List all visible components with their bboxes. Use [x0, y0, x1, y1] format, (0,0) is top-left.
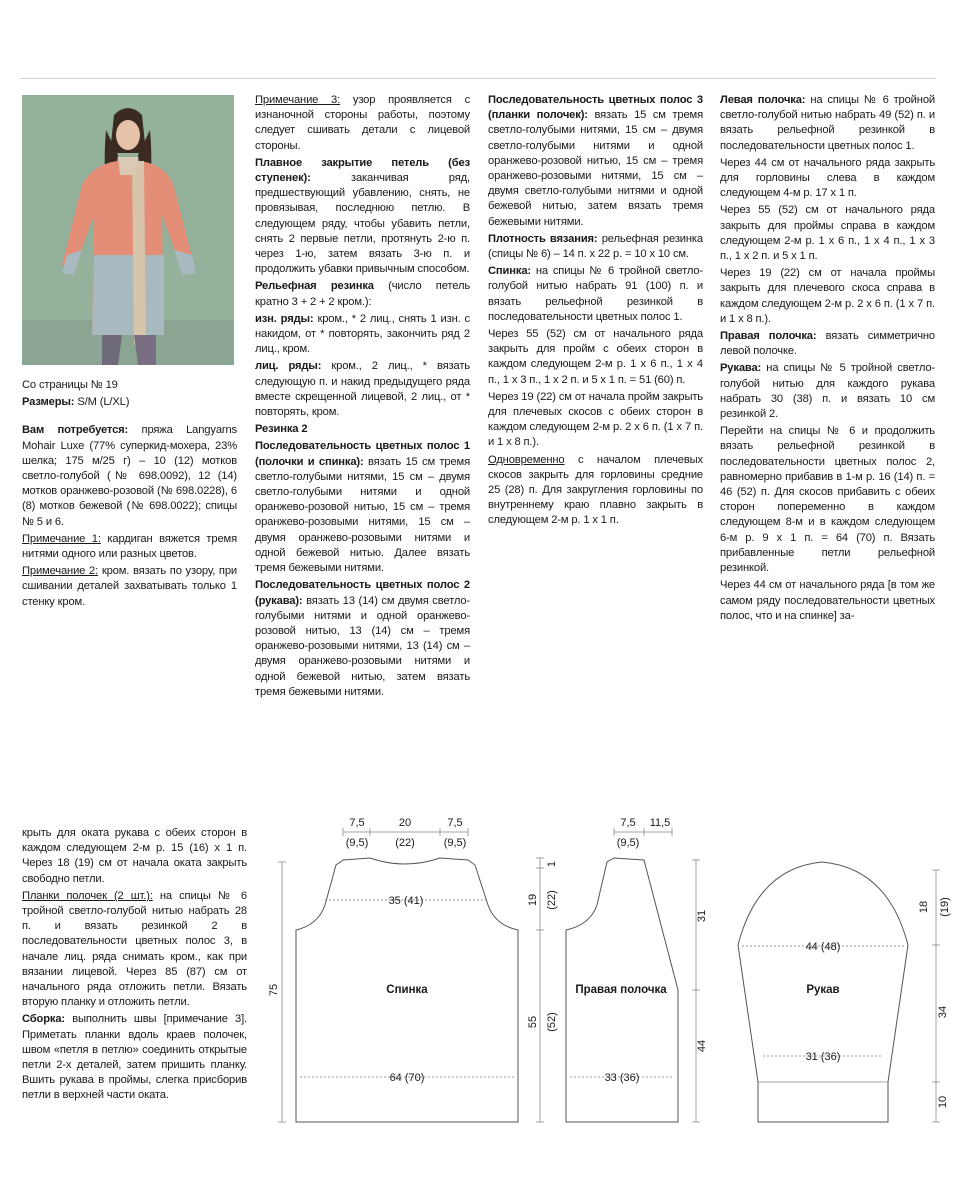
front-width-label: 33 (36) [604, 1072, 640, 1084]
back-neck-large-label: (22) [395, 837, 415, 849]
back-lower-height-label: 55 [527, 1015, 539, 1029]
materials-paragraph: Вам потребуется: пряжа Langyarns Mohair Luxe (77% суперкид-мохера, 23% шелка; 175 м/25 г) – 10 (12) мотков светло-голубой (№ 698.0092), 12 (14) мотков оранжево-розовой (№ 698.0228), 6 (8) мотков бежевой (№ 698.0022); спицы № 5 и 6. [22, 424, 237, 528]
back-shoulder-slope-label: 1 [546, 860, 558, 868]
back-shoulder-left-label: 7,5 [349, 817, 365, 829]
rib-ws-rows: изн. ряды: кром., * 2 лиц., снять 1 изн. с накидом, от * повторять, закончить ряд 2 лиц., кром. [255, 312, 470, 356]
front-lower-height-label: 44 [696, 1039, 708, 1053]
note-2: Примечание 2: кром. вязать по узору, при сшивании деталей захватывать только 1 стенку кром. [22, 565, 237, 608]
back-lower-height-large-label: (52) [546, 1012, 558, 1032]
back-height-label: 75 [268, 983, 280, 997]
back-width-label: 64 (70) [389, 1072, 425, 1084]
note-3: Примечание 3: узор проявляется с изнаночной стороны работы, поэтому следует сшивать детали с лицевой стороны. [255, 94, 471, 152]
sleeve-upper-width-label: 44 (48) [805, 941, 841, 953]
sleeve-lower-width-label: 31 (36) [805, 1051, 841, 1063]
front-shoulder-large-label: (9,5) [616, 837, 640, 849]
sleeve-title: Рукав [806, 984, 840, 996]
back-title: Спинка [386, 984, 428, 996]
back-armhole-height-label: 19 [527, 893, 539, 907]
front-upper-height-label: 31 [696, 909, 708, 923]
assembly: Сборка: выполнить швы [примечание 3]. Приметать планки вдоль краев полочек, швом «петля в петлю» соединить открытые петли 2-х деталей, затем пришить планку. Вшить рукава в проймы, слегка присборив петли в верхней части оката. [22, 1013, 247, 1102]
back-shoulder-right-large-label: (9,5) [443, 837, 467, 849]
back-p1: Спинка: на спицы № 6 тройной светло-голубой нитью набрать 91 (100) п. и вязать рельефной резинкой в последовательности цветных полос 1. [488, 265, 703, 323]
rib2-heading: Резинка 2 [255, 423, 308, 436]
source-line: Со страницы № 19 [22, 379, 118, 391]
back-p4: Одновременно с началом плечевых скосов закрыть для горловины средние 25 (28) п. Для закругления горловины по внутреннему краю плавно закрыть в следующем 2-м р. 1 х 1 п. [488, 453, 703, 527]
left-front-p2: Через 44 см от начального ряда закрыть для горловины слева в каждом следующем 4-м р. 17 х 1 п. [720, 156, 935, 200]
left-front-p3: Через 55 (52) см от начального ряда закрыть для проймы справа в каждом следующем 2-м р. 1 х 6 п., 1 х 4 п., 1 х 3 п., 1 х 2 п. и 5 х 1 п. [720, 204, 935, 263]
sleeve-body-height-label: 34 [937, 1005, 949, 1019]
smooth-bind-off: Плавное закрытие петель (без ступенек): заканчивая ряд, предшествующий убавлению, снять, не провязывая, последнюю петлю. В следующем ряду, чтобы убавить петли, снять 2 первые петли, протянуть 2-ю п. через 1-ю, затем вязать 3-ю п. и продолжить убавки привычным способом. [255, 156, 470, 276]
note-1: Примечание 1: кардиган вяжется тремя нитями одного или разных цветов. [22, 532, 237, 561]
back-shoulder-left-large-label: (9,5) [345, 837, 369, 849]
sleeves-p4: крыть для оката рукава с обеих сторон в каждом следующем 2-м р. 15 (16) х 1 п. Через 18 (19) см от начала оката закрыть свободно петли. [22, 827, 247, 885]
sleeves-p2: Перейти на спицы № 6 и продолжить вязать рельефной резинкой в последовательности цветных полос 2, равномерно прибавив в 1-м р. 16 (14) п. = 46 (52) п. Для скосов прибавить с обеих сторон попеременно в каждом следующем 8-м и в каждом следующем 6-м р. 9 х 1 п. = 64 (70) п. Вязать прибавленные петли рельефной резинкой. [720, 425, 935, 575]
front-schematic [566, 817, 708, 1122]
sleeve-cap-height-label: 18 [918, 900, 930, 914]
right-front: Правая полочка: вязать симметрично левой полочке. [720, 330, 935, 358]
stripes-2: Последовательность цветных полос 2 (рукава): вязать 13 (14) см двумя светло-голубыми нитями и одной оранжево-розовой нитью, 13 (14) см – тремя оранжево-розовыми нитями, 13 (14) см – двумя оранжево-розовыми нитями и одной бежевой нитью, затем вязать тремя бежевыми нитями. [255, 579, 470, 698]
stripes-3: Последовательность цветных полос 3 (планки полочек): вязать 15 см тремя светло-голубыми нитями, 15 см – двумя светло-голубыми нитями и одной оранжево-розовой нитью, 15 см – тремя оранжево-розовыми нитями, 15 см – двумя светло-голубыми нитями и одной бежевой нитью, затем вязать тремя бежевыми нитями. [488, 94, 703, 228]
left-front-p4: Через 19 (22) см от начала проймы закрыть для плечевого скоса справа в каждом следующем 2-м р. 2 х 6 п. (1 х 7 п. и 1 х 8 п.). [720, 267, 935, 325]
sleeve-cuff-height-label: 10 [937, 1095, 949, 1109]
back-schematic [268, 817, 558, 1122]
back-chest-label: 35 (41) [388, 895, 424, 907]
rib-rs-rows: лиц. ряды: кром., 2 лиц., * вязать следующую п. и накид предыдущего ряда вместе скрещенной лицевой, 2 лиц., от * повторять, кром. [255, 360, 470, 419]
stripes-1: Последовательность цветных полос 1 (полочки и спинка): вязать 15 см тремя светло-голубыми нитями, 15 см – двумя светло-голубыми нитями и одной оранжево-розовой нитью, 15 см – тремя оранжево-розовыми нитями, 15 см – двумя оранжево-розовыми нитями и одной бежевой нитью. Далее вязать тремя бежевыми нитями. [255, 440, 470, 575]
front-shoulder-label: 7,5 [620, 817, 636, 829]
gauge: Плотность вязания: рельефная резинка (спицы № 6) – 14 п. х 22 р. = 10 х 10 см. [488, 232, 703, 261]
sleeve-cap-height-large-label: (19) [939, 897, 951, 917]
left-front-p1: Левая полочка: на спицы № 6 тройной светло-голубой нитью набрать 49 (52) п. и вязать рельефной резинкой в последовательности цветных полос 1. [720, 94, 935, 152]
sleeves-p3: Через 44 см от начального ряда [в том же самом ряду последовательности цветных полос, что и на спинке] за- [720, 579, 935, 622]
back-shoulder-right-label: 7,5 [447, 817, 463, 829]
back-neck-label: 20 [398, 817, 412, 829]
sleeve-schematic [738, 862, 951, 1122]
back-p2: Через 55 (52) см от начального ряда закрыть для пройм с обеих сторон в каждом следующем 2-м р. 1 х 6 п., 1 х 4 п., 1 х 3 п., 1 х 2 п. и 5 х 1 п. = 51 (60) п. [488, 328, 703, 386]
rib-heading: Рельефная резинка (число петель кратно 3 + 2 + 2 кром.): [255, 280, 470, 308]
front-neck-label: 11,5 [649, 817, 671, 829]
bands: Планки полочек (2 шт.): на спицы № 6 тройной светло-голубой нитью набрать 28 п. и вязать резинкой 2 в последовательности цветных полос 3, в начале лиц. ряда снимать кром., как при вязании лицевой. Через 85 (87) см от начального ряда отложить петли. Вязать вторую планку и отложить петли. [22, 889, 247, 1009]
sleeves-p1: Рукава: на спицы № 5 тройной светло-голубой нитью для каждого рукава набрать 30 (38) п. и вязать 10 см резинкой 2. [720, 362, 935, 421]
sizes-line: Размеры: S/M (L/XL) [22, 396, 130, 409]
back-p3: Через 19 (22) см от начала пройм закрыть для плечевых скосов с обеих сторон в каждом следующем 2-м р. 2 х 6 п. (1 х 7 п. и 1 х 8 п.). [488, 390, 703, 449]
back-armhole-height-large-label: (22) [546, 890, 558, 910]
front-title: Правая полочка [575, 984, 667, 996]
